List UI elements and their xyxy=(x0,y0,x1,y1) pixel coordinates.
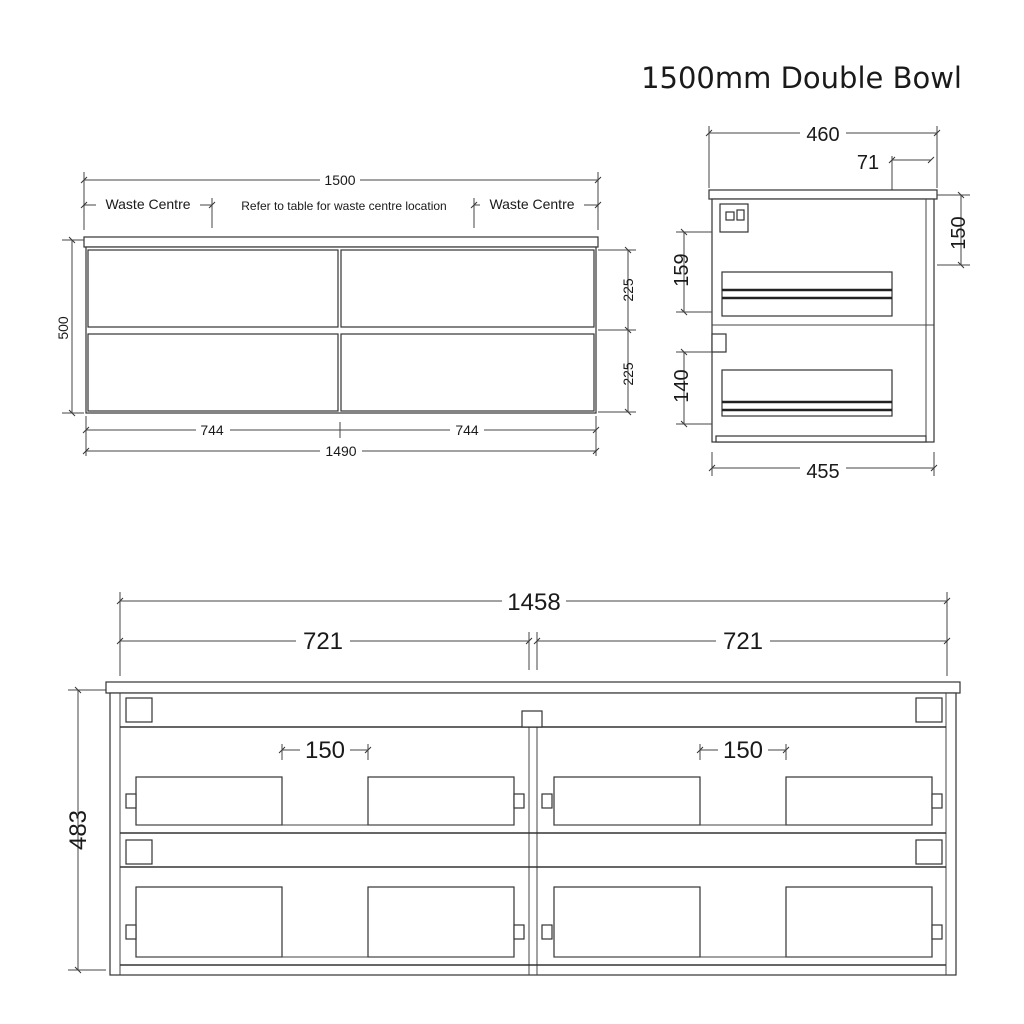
internal-height-label: 483 xyxy=(65,809,92,851)
waste-centre-note: Refer to table for waste centre location xyxy=(241,199,447,213)
side-view xyxy=(671,122,970,483)
front-body-width-label: 1490 xyxy=(325,443,357,459)
drawing-title: 1500mm Double Bowl xyxy=(641,61,962,95)
front-drawer-height-bottom-label: 225 xyxy=(620,362,636,386)
front-drawer-bottom-right xyxy=(341,334,594,411)
internal-gap-right-label: 150 xyxy=(722,737,764,764)
internal-gap-left-label: 150 xyxy=(304,737,346,764)
front-drawer-top-right xyxy=(341,250,594,327)
internal-left-width-label: 721 xyxy=(302,628,344,655)
internal-view xyxy=(65,587,960,975)
front-height-label: 500 xyxy=(55,316,71,340)
internal-overall-width-label: 1458 xyxy=(507,589,561,616)
front-view xyxy=(55,170,636,460)
front-top-slab xyxy=(84,237,598,247)
waste-centre-left-label: Waste Centre xyxy=(105,196,191,212)
front-drawer-bottom-left xyxy=(88,334,338,411)
side-top-slab xyxy=(709,190,937,199)
front-drawer-width-right-label: 744 xyxy=(455,422,479,438)
internal-right-width-label: 721 xyxy=(722,628,764,655)
internal-top-slab xyxy=(106,682,960,693)
front-drawer-width-left-label: 744 xyxy=(200,422,224,438)
side-depth-bottom-label: 455 xyxy=(806,461,840,483)
waste-centre-right-label: Waste Centre xyxy=(489,196,575,212)
side-depth-top-label: 460 xyxy=(806,124,840,146)
side-lower-drawer-label: 140 xyxy=(671,369,693,403)
front-drawer-top-left xyxy=(88,250,338,327)
front-drawer-height-top-label: 225 xyxy=(620,278,636,302)
side-top-height-label: 150 xyxy=(948,216,970,250)
side-upper-drawer-label: 159 xyxy=(671,253,693,287)
front-overall-width-label: 1500 xyxy=(324,172,356,188)
side-upper-drawer-box xyxy=(722,272,892,316)
side-top-offset-label: 71 xyxy=(856,152,880,174)
